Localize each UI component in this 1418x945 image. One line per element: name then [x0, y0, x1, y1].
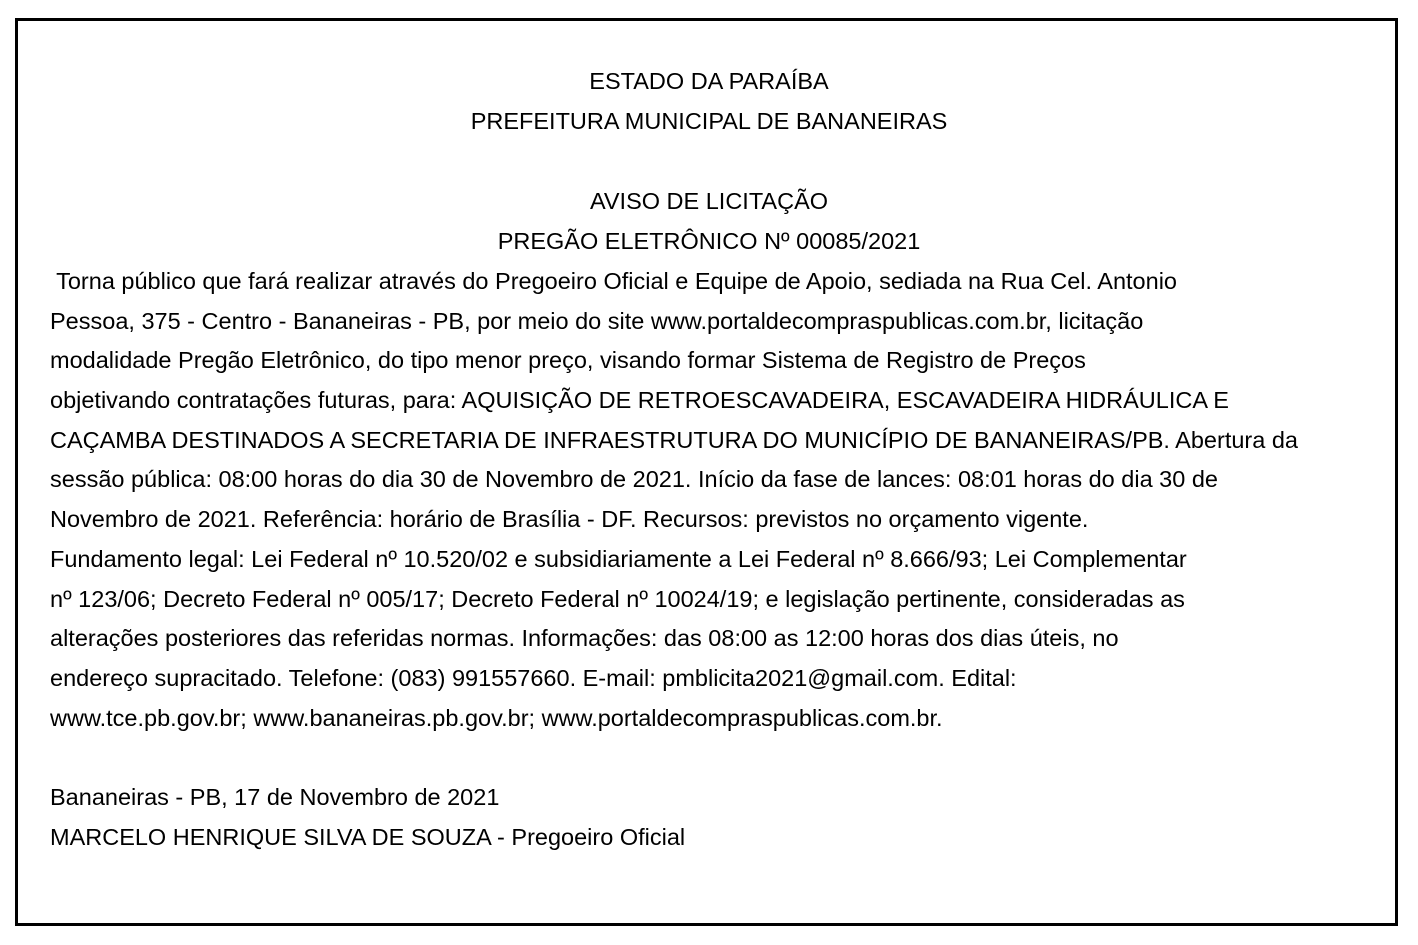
notice-process: PREGÃO ELETRÔNICO Nº 00085/2021: [497, 228, 921, 254]
body-line: modalidade Pregão Eletrônico, do tipo menor preço, visando formar Sistema de Registro de Preços: [50, 347, 1086, 373]
notice-title: AVISO DE LICITAÇÃO: [589, 188, 829, 214]
body-line: Fundamento legal: Lei Federal nº 10.520/02 e subsidiariamente a Lei Federal nº 8.666/93; Lei Complementar: [50, 546, 1187, 572]
place-date: Bananeiras - PB, 17 de Novembro de 2021: [50, 784, 500, 810]
body-line: objetivando contratações futuras, para: AQUISIÇÃO DE RETROESCAVADEIRA, ESCAVADEIRA HIDRÁULICA E: [50, 387, 1229, 413]
body-line: endereço supracitado. Telefone: (083) 991557660. E-mail: pmblicita2021@gmail.com. Edital:: [50, 665, 1017, 691]
municipality-heading: PREFEITURA MUNICIPAL DE BANANEIRAS: [470, 108, 948, 134]
body-line: CAÇAMBA DESTINADOS A SECRETARIA DE INFRAESTRUTURA DO MUNICÍPIO DE BANANEIRAS/PB. Abertura da: [50, 427, 1298, 453]
body-line: alterações posteriores das referidas normas. Informações: das 08:00 as 12:00 horas dos dias úteis, no: [50, 625, 1119, 651]
signatory: MARCELO HENRIQUE SILVA DE SOUZA - Pregoeiro Oficial: [50, 824, 686, 850]
body-line: Torna público que fará realizar através do Pregoeiro Oficial e Equipe de Apoio, sediada na Rua Cel. Antonio: [50, 268, 1177, 294]
body-line: Pessoa, 375 - Centro - Bananeiras - PB, por meio do site www.portaldecompraspublicas.com.br, licitação: [50, 308, 1144, 334]
body-line: sessão pública: 08:00 horas do dia 30 de Novembro de 2021. Início da fase de lances: 08:01 horas do dia 30 de: [50, 466, 1218, 492]
body-line: nº 123/06; Decreto Federal nº 005/17; Decreto Federal nº 10024/19; e legislação pertinente, consideradas as: [50, 586, 1185, 612]
state-heading: ESTADO DA PARAÍBA: [589, 68, 829, 94]
body-line: Novembro de 2021. Referência: horário de Brasília - DF. Recursos: previstos no orçamento vigente.: [50, 506, 1089, 532]
body-line: www.tce.pb.gov.br; www.bananeiras.pb.gov.br; www.portaldecompraspublicas.com.br.: [50, 705, 943, 731]
